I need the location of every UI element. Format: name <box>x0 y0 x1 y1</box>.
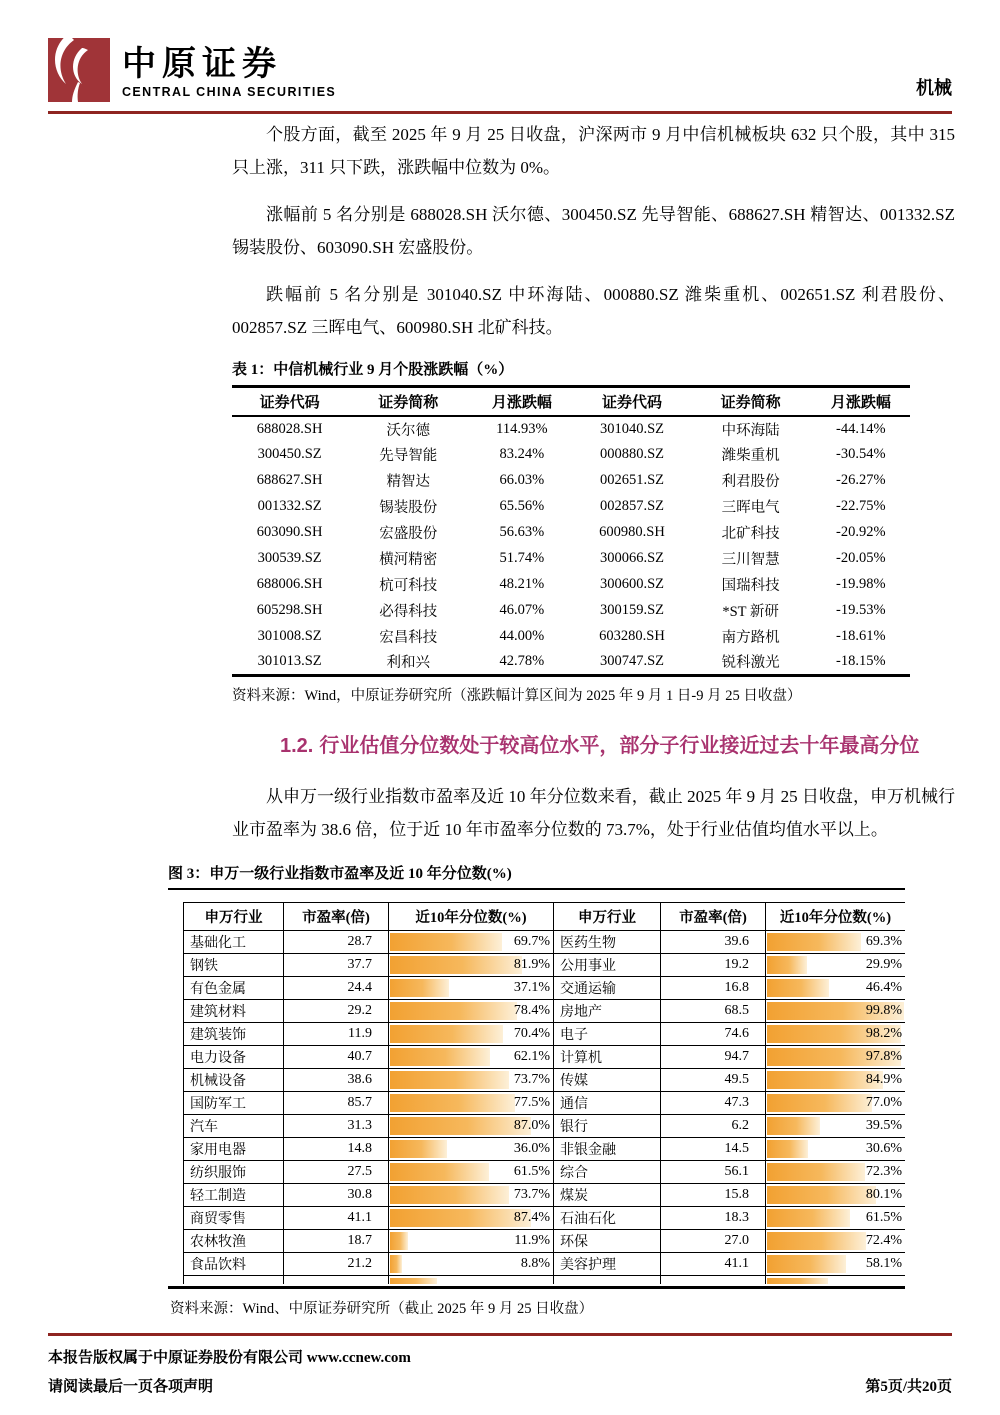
industry-name: 电力设备 <box>184 1045 284 1068</box>
figure3-percentile-cell <box>766 1114 906 1137</box>
figure3-percentile-cell <box>766 1275 906 1284</box>
figure3-partial-row <box>184 1275 906 1284</box>
figure3-percentile-cell <box>389 999 554 1022</box>
figure3-header-cell: 申万行业 <box>554 902 661 930</box>
table1-cell: 002857.SZ <box>599 498 664 514</box>
percentile-bar <box>390 1048 490 1066</box>
percentile-bar <box>767 933 861 951</box>
table1-cell: -30.54% <box>836 446 886 462</box>
percentile-value: 87.4% <box>513 1209 550 1225</box>
table1-cell: 宏昌科技 <box>379 630 438 646</box>
figure3-percentile-cell <box>766 976 906 999</box>
table1-row <box>232 624 910 650</box>
percentile-bar <box>390 1278 437 1284</box>
percentile-bar <box>390 1117 531 1135</box>
figure3-block <box>168 862 905 1318</box>
industry-name: 有色金属 <box>184 976 284 999</box>
table1-cell: 必得科技 <box>379 604 438 620</box>
table1-cell: -22.75% <box>836 498 886 514</box>
figure3-row <box>184 1068 906 1091</box>
brand <box>48 38 336 102</box>
figure3-percentile-cell <box>389 1160 554 1183</box>
table1 <box>232 385 910 677</box>
table1-cell: 先导智能 <box>379 448 438 464</box>
pe-value: 14.8 <box>284 1137 389 1160</box>
industry-name: 房地产 <box>554 999 661 1022</box>
table1-cell: 114.93% <box>496 420 548 437</box>
figure3-row <box>184 930 906 953</box>
table1-source: 资料来源：Wind，中原证券研究所（涨跌幅计算区间为 2025 年 9 月 1 日-9 月 25 日收盘） <box>232 688 802 704</box>
section-number: 1.2. <box>280 735 314 757</box>
pe-value: 41.1 <box>661 1252 766 1275</box>
header-rule <box>48 111 952 114</box>
percentile-value: 78.4% <box>513 1002 550 1018</box>
table1-cell: 宏盛股份 <box>379 526 438 542</box>
percentile-value: 36.0% <box>513 1140 550 1156</box>
table1-cell: 沃尔德 <box>386 422 431 439</box>
percentile-bar <box>767 1255 846 1273</box>
table1-cell: 300600.SZ <box>599 576 664 592</box>
table1-header-cell: 月涨跌幅 <box>812 387 910 416</box>
pe-value: 24.4 <box>284 976 389 999</box>
percentile-bar <box>390 979 449 997</box>
pe-value <box>284 1275 389 1284</box>
percentile-value: 37.1% <box>513 979 550 995</box>
figure3-percentile-cell <box>389 1137 554 1160</box>
pe-value: 31.3 <box>284 1114 389 1137</box>
percentile-value: 84.9% <box>865 1071 902 1087</box>
table1-row <box>232 468 910 494</box>
industry-name: 银行 <box>554 1114 661 1137</box>
table1-header-cell: 月涨跌幅 <box>469 387 574 416</box>
figure3-row <box>184 1183 906 1206</box>
percentile-bar <box>767 1209 850 1227</box>
percentile-value: 98.2% <box>865 1025 902 1041</box>
table1-cell: 中环海陆 <box>721 422 780 439</box>
percentile-value: 8.8% <box>520 1255 550 1271</box>
industry-name: 家用电器 <box>184 1137 284 1160</box>
table1-cell: *ST 新研 <box>722 604 779 620</box>
percentile-bar <box>767 1140 808 1158</box>
pe-value: 47.3 <box>661 1091 766 1114</box>
page-header <box>48 38 952 114</box>
figure3-percentile-cell <box>766 953 906 976</box>
percentile-value: 29.9% <box>865 956 902 972</box>
table1-cell: 300747.SZ <box>599 653 664 670</box>
table1-cell: 三川智慧 <box>721 552 780 568</box>
percentile-value: 73.7% <box>513 1186 550 1202</box>
figure3-percentile-cell <box>389 1022 554 1045</box>
figure3-row <box>184 1022 906 1045</box>
table1-cell: 杭可科技 <box>379 578 438 594</box>
percentile-value: 80.1% <box>865 1186 902 1202</box>
percentile-bar <box>767 1163 865 1181</box>
percentile-bar <box>390 1186 509 1204</box>
industry-name: 计算机 <box>554 1045 661 1068</box>
percentile-bar <box>767 956 807 974</box>
table1-cell: 利君股份 <box>721 474 780 490</box>
table1-cell: 46.07% <box>499 602 545 618</box>
table1-cell: 51.74% <box>499 550 545 566</box>
figure3-table-clip <box>183 902 905 1284</box>
percentile-bar <box>767 1094 872 1112</box>
pe-value: 28.7 <box>284 930 389 953</box>
percentile-value: 99.8% <box>865 1002 902 1018</box>
figure3-percentile-cell <box>389 1229 554 1252</box>
paragraph-valuation: 从申万一级行业指数市盈率及近 10 年分位数来看，截止 2025 年 9 月 25 日收盘，申万机械行业市盈率为 38.6 倍，位于近 10 年市盈率分位数的 73.7%，处于行业估值均值水平以上。 <box>232 787 955 839</box>
percentile-bar <box>767 979 829 997</box>
figure3-row <box>184 1252 906 1275</box>
pe-value: 37.7 <box>284 953 389 976</box>
pe-value: 19.2 <box>661 953 766 976</box>
company-logo-icon <box>48 38 110 102</box>
paragraph-top-losers: 跌幅前 5 名分别是 301040.SZ 中环海陆、000880.SZ 潍柴重机、002651.SZ 利君股份、002857.SZ 三晖电气、600980.SH 北矿科技。 <box>232 285 955 337</box>
table1-cell: 北矿科技 <box>721 526 780 542</box>
pe-value: 6.2 <box>661 1114 766 1137</box>
percentile-bar <box>390 1071 509 1089</box>
pe-value: 39.6 <box>661 930 766 953</box>
percentile-bar <box>767 1232 866 1250</box>
table1-cell: 三晖电气 <box>721 500 780 516</box>
figure3-percentile-cell <box>389 1252 554 1275</box>
table1-row <box>232 650 910 676</box>
percentile-bar <box>767 1117 820 1135</box>
pe-value: 27.0 <box>661 1229 766 1252</box>
table1-cell: 688006.SH <box>256 576 323 592</box>
table1-cell: 66.03% <box>499 472 545 488</box>
percentile-bar <box>390 1209 531 1227</box>
pe-value: 94.7 <box>661 1045 766 1068</box>
figure3-title-rule <box>168 888 905 890</box>
pe-value: 27.5 <box>284 1160 389 1183</box>
table1-row <box>232 572 910 598</box>
percentile-value: 69.3% <box>865 933 902 949</box>
figure3-percentile-cell <box>389 1114 554 1137</box>
percentile-bar <box>390 1232 408 1250</box>
brand-name-cn: 中原证券 <box>122 46 282 83</box>
figure3-percentile-cell <box>766 1229 906 1252</box>
industry-name: 美容护理 <box>554 1252 661 1275</box>
figure3-row <box>184 999 906 1022</box>
percentile-value: 97.8% <box>865 1048 902 1064</box>
figure3-percentile-cell <box>389 930 554 953</box>
industry-name: 医药生物 <box>554 930 661 953</box>
percentile-value: 70.4% <box>513 1025 550 1041</box>
figure3-percentile-cell <box>766 1160 906 1183</box>
figure3-header-cell: 申万行业 <box>184 902 284 930</box>
table1-cell: 301013.SZ <box>257 653 322 670</box>
percentile-value: 77.0% <box>865 1094 902 1110</box>
figure3-row <box>184 1114 906 1137</box>
pe-value: 68.5 <box>661 999 766 1022</box>
table1-cell: 001332.SZ <box>257 498 322 514</box>
table1-cell: -19.53% <box>836 602 886 618</box>
figure3-percentile-cell <box>389 1045 554 1068</box>
table1-header-row <box>232 387 910 416</box>
table1-cell: -18.15% <box>836 653 886 670</box>
table1-row <box>232 494 910 520</box>
table1-cell: 600980.SH <box>599 524 665 540</box>
pe-value: 11.9 <box>284 1022 389 1045</box>
table1-cell: -44.14% <box>836 420 886 437</box>
percentile-bar <box>390 1140 447 1158</box>
pe-value: 41.1 <box>284 1206 389 1229</box>
industry-name <box>554 1275 661 1284</box>
figure3-bottom-rule <box>168 1286 905 1289</box>
percentile-value: 87.0% <box>513 1117 550 1133</box>
footer-rule <box>48 1333 952 1336</box>
percentile-value: 61.5% <box>865 1209 902 1225</box>
industry-name: 机械设备 <box>184 1068 284 1091</box>
figure3-percentile-cell <box>766 1068 906 1091</box>
percentile-bar <box>390 956 522 974</box>
pe-value: 21.2 <box>284 1252 389 1275</box>
figure3-percentile-cell <box>766 1091 906 1114</box>
pe-value: 29.2 <box>284 999 389 1022</box>
figure3-percentile-cell <box>766 1022 906 1045</box>
figure3-header-row <box>184 902 906 930</box>
table1-cell: 国瑞科技 <box>721 578 780 594</box>
table1-row <box>232 442 910 468</box>
table1-cell: 603090.SH <box>256 524 323 540</box>
industry-name: 建筑材料 <box>184 999 284 1022</box>
industry-name: 环保 <box>554 1229 661 1252</box>
industry-name: 食品饮料 <box>184 1252 284 1275</box>
figure3-row <box>184 1045 906 1068</box>
figure3-header-cell: 近10年分位数(%) <box>389 902 554 930</box>
percentile-value: 39.5% <box>865 1117 902 1133</box>
pe-value <box>661 1275 766 1284</box>
percentile-value: 69.7% <box>513 933 550 949</box>
percentile-bar <box>390 933 502 951</box>
industry-name: 纺织服饰 <box>184 1160 284 1183</box>
figure3-percentile-cell <box>389 953 554 976</box>
pe-value: 30.8 <box>284 1183 389 1206</box>
industry-name: 煤炭 <box>554 1183 661 1206</box>
footer-copyright: 本报告版权属于中原证券股份有限公司 www.ccnew.com <box>48 1350 411 1366</box>
table1-row <box>232 520 910 546</box>
industry-name: 综合 <box>554 1160 661 1183</box>
percentile-value: 58.1% <box>865 1255 902 1271</box>
percentile-value: 81.9% <box>513 956 550 972</box>
industry-name: 通信 <box>554 1091 661 1114</box>
percentile-bar <box>767 1186 876 1204</box>
table1-cell: 603280.SH <box>599 628 665 644</box>
pe-value: 49.5 <box>661 1068 766 1091</box>
percentile-bar <box>390 1255 402 1273</box>
table1-cell: 锡装股份 <box>379 500 438 516</box>
industry-name: 基础化工 <box>184 930 284 953</box>
figure3-percentile-cell <box>389 1206 554 1229</box>
table1-cell: 南方路机 <box>721 630 780 646</box>
table1-cell: 605298.SH <box>256 602 323 618</box>
pe-value: 40.7 <box>284 1045 389 1068</box>
percentile-bar <box>767 1278 828 1284</box>
figure3-row <box>184 1229 906 1252</box>
table1-cell: 300539.SZ <box>257 550 322 566</box>
table1-cell: 002651.SZ <box>599 472 664 488</box>
section-heading-1-2 <box>280 729 955 758</box>
pe-value: 18.7 <box>284 1229 389 1252</box>
table1-cell: 44.00% <box>499 628 545 644</box>
figure3-row <box>184 1160 906 1183</box>
percentile-value: 11.9% <box>514 1232 550 1248</box>
industry-name: 非银金融 <box>554 1137 661 1160</box>
percentile-value: 30.6% <box>865 1140 902 1156</box>
table1-header-cell: 证券简称 <box>347 387 469 416</box>
table1-cell: -20.05% <box>836 550 886 566</box>
percentile-value: 77.5% <box>513 1094 550 1110</box>
industry-name: 商贸零售 <box>184 1206 284 1229</box>
table1-cell: 潍柴重机 <box>721 448 780 464</box>
percentile-value: 72.3% <box>865 1163 902 1179</box>
pe-value: 14.5 <box>661 1137 766 1160</box>
percentile-value: 73.7% <box>513 1071 550 1087</box>
table1-cell: 688028.SH <box>256 420 323 437</box>
figure3-percentile-cell <box>389 1183 554 1206</box>
figure3-row <box>184 953 906 976</box>
figure3-table <box>183 902 905 1284</box>
footer-disclaimer: 请阅读最后一页各项声明 <box>48 1379 214 1395</box>
figure3-title: 图 3：申万一级行业指数市盈率及近 10 年分位数(%) <box>168 866 512 882</box>
report-category: 机械 <box>916 78 952 98</box>
industry-name: 交通运输 <box>554 976 661 999</box>
figure3-header-cell: 市盈率(倍) <box>284 902 389 930</box>
pe-value: 16.8 <box>661 976 766 999</box>
table1-cell: 42.78% <box>499 653 545 670</box>
figure3-percentile-cell <box>766 1183 906 1206</box>
pe-value: 85.7 <box>284 1091 389 1114</box>
figure3-percentile-cell <box>766 999 906 1022</box>
table1-cell: -18.61% <box>836 628 886 644</box>
table1-cell: 300450.SZ <box>257 446 322 462</box>
figure3-row <box>184 1091 906 1114</box>
figure3-percentile-cell <box>766 930 906 953</box>
table1-cell: 000880.SZ <box>599 446 664 462</box>
industry-name: 汽车 <box>184 1114 284 1137</box>
percentile-value: 72.4% <box>865 1232 902 1248</box>
percentile-value: 62.1% <box>513 1048 550 1064</box>
figure3-percentile-cell <box>389 1068 554 1091</box>
figure3-header-cell: 近10年分位数(%) <box>766 902 906 930</box>
percentile-bar <box>390 1002 517 1020</box>
table1-cell: 83.24% <box>499 446 545 462</box>
industry-name: 建筑装饰 <box>184 1022 284 1045</box>
table1-row <box>232 416 910 442</box>
table1-cell: 锐科激光 <box>721 655 780 672</box>
figure3-row <box>184 1206 906 1229</box>
percentile-bar <box>390 1163 489 1181</box>
table1-title: 表 1：中信机械行业 9 月个股涨跌幅（%） <box>232 362 514 378</box>
percentile-bar <box>390 1094 515 1112</box>
figure3-percentile-cell <box>766 1045 906 1068</box>
figure3-source: 资料来源：Wind、中原证券研究所（截止 2025 年 9 月 25 日收盘） <box>170 1300 594 1317</box>
table1-header-cell: 证券代码 <box>574 387 689 416</box>
industry-name: 轻工制造 <box>184 1183 284 1206</box>
table1-cell: 688627.SH <box>256 472 323 488</box>
figure3-row <box>184 976 906 999</box>
percentile-value: 46.4% <box>865 979 902 995</box>
percentile-bar <box>390 1025 503 1043</box>
table1-cell: 300159.SZ <box>599 602 664 618</box>
pe-value: 38.6 <box>284 1068 389 1091</box>
pe-value: 18.3 <box>661 1206 766 1229</box>
main-content <box>168 118 955 1318</box>
figure3-row <box>184 1137 906 1160</box>
table1-cell: 利和兴 <box>386 655 431 672</box>
pe-value: 15.8 <box>661 1183 766 1206</box>
table1-header-cell: 证券简称 <box>690 387 812 416</box>
figure3-percentile-cell <box>389 1091 554 1114</box>
table1-cell: 精智达 <box>386 474 431 490</box>
table1-cell: 301008.SZ <box>257 628 322 644</box>
industry-name: 电子 <box>554 1022 661 1045</box>
table1-cell: 65.56% <box>499 498 545 514</box>
table1-block <box>232 358 910 705</box>
industry-name: 国防军工 <box>184 1091 284 1114</box>
section-title: 行业估值分位数处于较高位水平，部分子行业接近过去十年最高分位 <box>319 735 920 757</box>
industry-name: 钢铁 <box>184 953 284 976</box>
table1-cell: -20.92% <box>836 524 886 540</box>
pe-value: 74.6 <box>661 1022 766 1045</box>
table1-cell: 56.63% <box>499 524 545 540</box>
table1-cell: -26.27% <box>836 472 886 488</box>
industry-name: 农林牧渔 <box>184 1229 284 1252</box>
table1-cell: 300066.SZ <box>599 550 664 566</box>
industry-name: 传媒 <box>554 1068 661 1091</box>
figure3-percentile-cell <box>766 1252 906 1275</box>
industry-name <box>184 1275 284 1284</box>
table1-header-cell: 证券代码 <box>232 387 347 416</box>
figure3-percentile-cell <box>766 1137 906 1160</box>
paragraph-stocks-overview: 个股方面，截至 2025 年 9 月 25 日收盘，沪深两市 9 月中信机械板块 632 只个股，其中 315 只上涨，311 只下跌，涨跌幅中位数为 0%。 <box>232 125 955 177</box>
figure3-percentile-cell <box>389 1275 554 1284</box>
table1-cell: -19.98% <box>836 576 886 592</box>
table1-row <box>232 546 910 572</box>
page-number: 第5页/共20页 <box>865 1379 952 1395</box>
industry-name: 公用事业 <box>554 953 661 976</box>
figure3-percentile-cell <box>766 1206 906 1229</box>
table1-cell: 横河精密 <box>379 552 438 568</box>
table1-cell: 301040.SZ <box>599 420 664 437</box>
figure3-percentile-cell <box>389 976 554 999</box>
table1-cell: 48.21% <box>499 576 545 592</box>
industry-name: 石油石化 <box>554 1206 661 1229</box>
table1-row <box>232 598 910 624</box>
paragraph-top-gainers: 涨幅前 5 名分别是 688028.SH 沃尔德、300450.SZ 先导智能、688627.SH 精智达、001332.SZ 锡装股份、603090.SH 宏盛股份。 <box>232 205 955 257</box>
percentile-value: 61.5% <box>513 1163 550 1179</box>
page-footer <box>48 1333 952 1402</box>
pe-value: 56.1 <box>661 1160 766 1183</box>
figure3-header-cell: 市盈率(倍) <box>661 902 766 930</box>
brand-name-en: CENTRAL CHINA SECURITIES <box>122 85 337 100</box>
